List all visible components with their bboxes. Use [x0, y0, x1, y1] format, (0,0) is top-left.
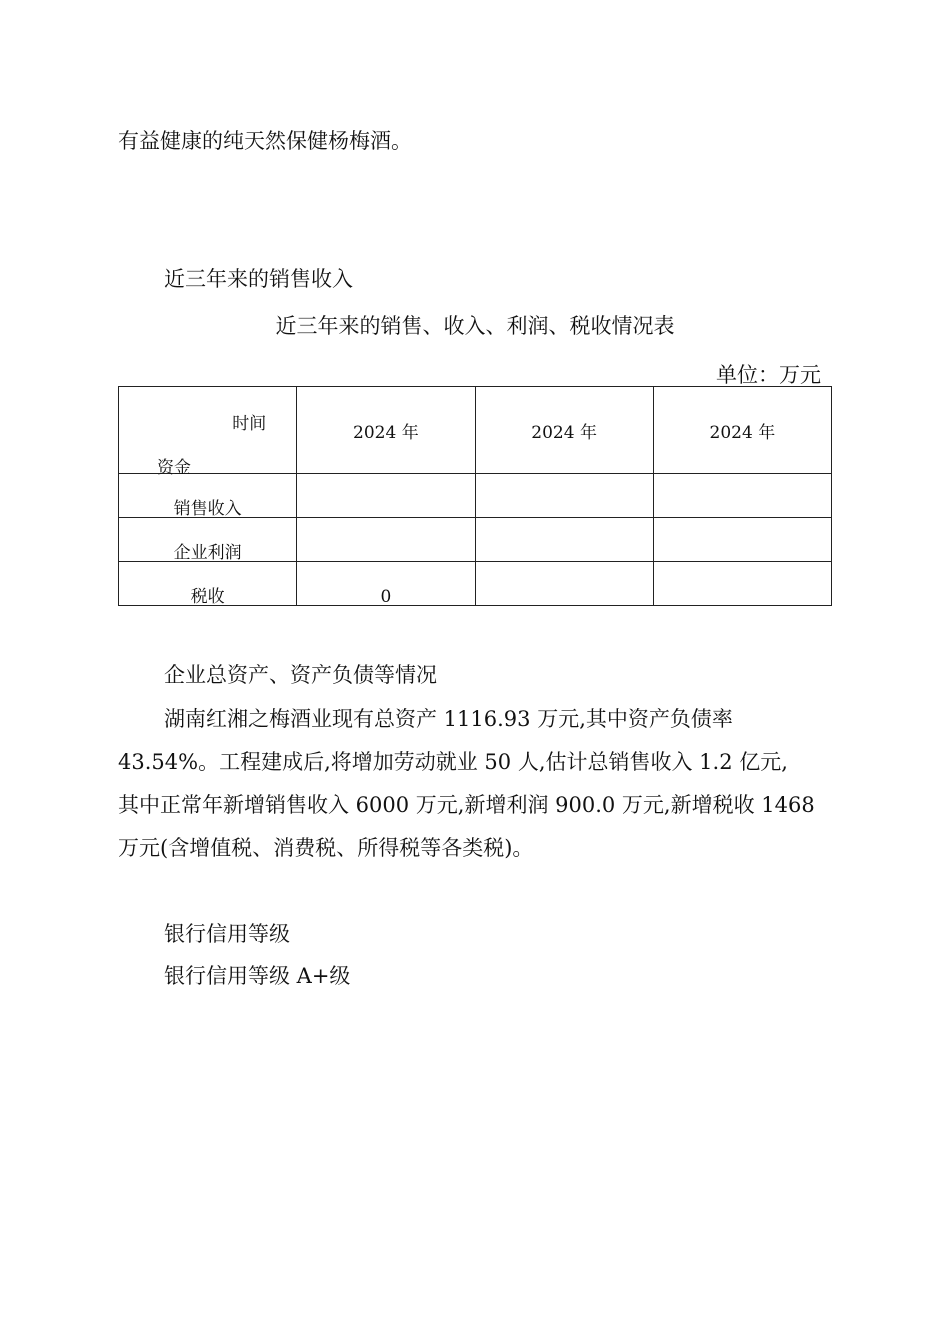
year-header: 2024 年 [475, 387, 653, 474]
year-header: 2024 年 [653, 387, 831, 474]
corner-time-label: 时间 [232, 414, 267, 434]
assets-text-line: 万元(含增值税、消费税、所得税等各类税)。 [118, 836, 534, 860]
table-cell [297, 562, 475, 606]
assets-heading: 企业总资产、资产负债等情况 [164, 663, 437, 687]
table-row [119, 474, 832, 518]
corner-cell [119, 387, 297, 478]
assets-text-line: 43.54%。工程建成后,将增加劳动就业 50 人,估计总销售收入 1.2 亿元, [118, 750, 788, 774]
sales-heading: 近三年来的销售收入 [164, 267, 353, 291]
row-label-cell [119, 518, 297, 562]
assets-text-line: 湖南红湘之梅酒业现有总资产 1116.93 万元,其中资产负债率 [164, 707, 733, 731]
table-title: 近三年来的销售、收入、利润、税收情况表 [275, 314, 675, 338]
table-header-row [119, 387, 832, 474]
row-label: 企业利润 [173, 543, 242, 563]
sales-table [118, 386, 832, 606]
row-label-cell [119, 562, 297, 606]
table-cell [475, 474, 653, 518]
corner-fund-label: 资金 [157, 458, 191, 478]
year-header: 2024 年 [297, 387, 475, 474]
unit-label: 单位：万元 [716, 363, 821, 387]
table-cell [297, 518, 475, 562]
row-label: 税收 [190, 587, 225, 607]
table-cell [653, 518, 831, 562]
credit-heading: 银行信用等级 [164, 922, 290, 946]
table-cell [297, 474, 475, 518]
table-row [119, 562, 832, 606]
intro-tail-text: 有益健康的纯天然保健杨梅酒。 [118, 129, 412, 153]
table-cell [653, 562, 831, 606]
table-row [119, 518, 832, 562]
table-cell [475, 562, 653, 606]
cell-value: 0 [380, 587, 392, 607]
credit-value: 银行信用等级 A+级 [164, 964, 351, 988]
row-label-cell [119, 474, 297, 518]
row-label: 销售收入 [173, 499, 242, 519]
table-cell [475, 518, 653, 562]
assets-text-line: 其中正常年新增销售收入 6000 万元,新增利润 900.0 万元,新增税收 1468 [118, 793, 815, 817]
table-cell [653, 474, 831, 518]
